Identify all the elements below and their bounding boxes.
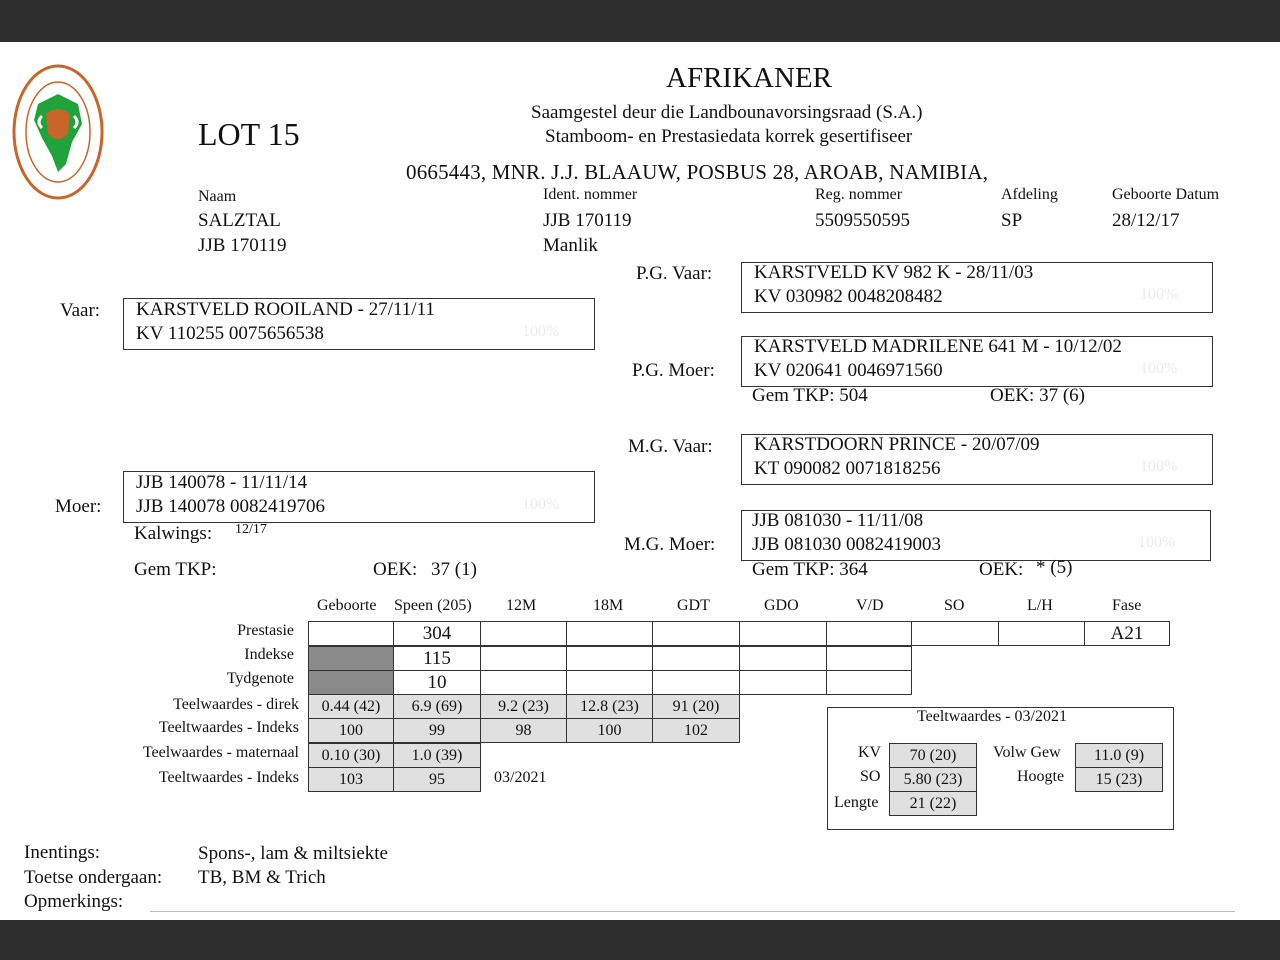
pg-sire-label: P.G. Vaar: — [636, 263, 713, 284]
ebv-summary-right — [1075, 743, 1163, 792]
phase-cell: A21 — [1085, 622, 1170, 646]
dam-label: Moer: — [55, 496, 102, 517]
lengte-label: Lengte — [834, 794, 879, 811]
hoogte-value: 15 (23) — [1076, 768, 1163, 792]
name-label: Naam — [198, 188, 237, 205]
cell — [740, 622, 827, 646]
mg-sire-box — [741, 434, 1213, 485]
vaccinations-label: Inentings: — [24, 842, 100, 863]
kv-label: KV — [858, 744, 882, 761]
col-header: 12M — [506, 597, 537, 614]
dam-box — [123, 471, 595, 523]
breed-title: AFRIKANER — [666, 62, 832, 94]
ebv-date: 03/2021 — [494, 769, 547, 786]
cell — [827, 647, 912, 671]
row-label: Teeltwaardes - Indeks — [158, 719, 299, 736]
cell — [653, 671, 740, 695]
cell — [827, 622, 912, 646]
ebv-maternal-table — [308, 743, 481, 792]
tests-value: TB, BM & Trich — [198, 867, 326, 888]
cell: 95 — [394, 768, 481, 792]
cell: 100 — [567, 719, 653, 743]
col-header: 18M — [593, 597, 624, 614]
cell — [912, 622, 999, 646]
performance-row — [308, 621, 1170, 646]
cell: 9.2 (23) — [481, 695, 567, 719]
cell: 6.9 (69) — [394, 695, 481, 719]
ebv-summary-box — [827, 707, 1174, 830]
pg-dam-label: P.G. Moer: — [632, 360, 715, 381]
cell — [567, 671, 653, 695]
sire-ids: KV 110255 0075656538 — [136, 323, 324, 344]
dam-name: JJB 140078 - 11/11/14 — [136, 472, 308, 493]
cell — [309, 622, 394, 646]
pg-dam-ids: KV 020641 0046971560 — [754, 360, 943, 381]
calvings-label: Kalwings: — [134, 523, 213, 544]
mg-sire-percent: 100% — [1140, 458, 1178, 475]
cell: 99 — [394, 719, 481, 743]
dam-oek-value: 37 (1) — [431, 559, 477, 580]
cell — [653, 647, 740, 671]
cell — [827, 671, 912, 695]
kv-value: 70 (20) — [890, 744, 977, 768]
lengte-value: 21 (22) — [890, 792, 977, 816]
animal-name-id: JJB 170119 — [198, 235, 287, 256]
cell: 115 — [394, 647, 481, 671]
mg-oek-value: * (5) — [1036, 557, 1073, 578]
pg-dam-name: KARSTVELD MADRILENE 641 M - 10/12/02 — [754, 336, 1122, 357]
cell — [740, 647, 827, 671]
cell — [481, 671, 567, 695]
lot-number: LOT 15 — [198, 116, 300, 152]
row-label: Tydgenote — [226, 670, 294, 687]
mg-sire-ids: KT 090082 0071818256 — [754, 458, 941, 479]
row-label: Prestasie — [237, 622, 294, 639]
so-value: 5.80 (23) — [890, 768, 977, 792]
animal-name: SALZTAL — [198, 210, 281, 231]
index-table — [308, 646, 912, 695]
cell — [481, 622, 567, 646]
sire-box — [123, 298, 595, 350]
mg-oek-label: OEK: — [979, 559, 1024, 580]
breeder-line: 0665443, MNR. J.J. BLAAUW, POSBUS 28, AROAB, NAMIBIA, — [406, 160, 989, 184]
compiled-by-line: Saamgestel deur die Landbounavorsingsraad (S.A.) — [531, 102, 923, 123]
cell: 103 — [309, 768, 394, 792]
reg-label: Reg. nommer — [815, 186, 903, 203]
cell: 10 — [394, 671, 481, 695]
mg-gem-tkp: Gem TKP: 364 — [752, 559, 868, 580]
dam-ids: JJB 140078 0082419706 — [136, 496, 325, 517]
col-header: GDO — [764, 597, 799, 614]
dam-percent: 100% — [522, 496, 560, 513]
cell: 12.8 (23) — [567, 695, 653, 719]
row-label: Teelwaardes - direk — [173, 696, 299, 713]
ebv-summary-title: Teeltwaardes - 03/2021 — [917, 708, 1067, 725]
col-header: GDT — [677, 597, 710, 614]
cell — [567, 647, 653, 671]
cell: 1.0 (39) — [394, 744, 481, 768]
top-bar — [0, 0, 1280, 42]
ident-number: JJB 170119 — [543, 210, 632, 231]
vaccinations-value: Spons-, lam & miltsiekte — [198, 843, 388, 864]
col-header: Speen (205) — [394, 597, 472, 614]
bottom-bar — [0, 920, 1280, 960]
pg-sire-name: KARSTVELD KV 982 K - 28/11/03 — [754, 262, 1034, 283]
sire-percent: 100% — [522, 323, 560, 340]
col-header: Geboorte — [317, 597, 377, 614]
cell — [567, 622, 653, 646]
pg-sire-percent: 100% — [1140, 286, 1178, 303]
cell: 91 (20) — [653, 695, 740, 719]
dam-oek-label: OEK: — [373, 559, 418, 580]
pg-dam-percent: 100% — [1140, 360, 1178, 377]
cell: 100 — [309, 719, 394, 743]
cell — [740, 671, 827, 695]
mg-dam-label: M.G. Moer: — [624, 534, 716, 555]
volw-gew-value: 11.0 (9) — [1076, 744, 1163, 768]
row-label: Teeltwaardes - Indeks — [158, 769, 299, 786]
cell — [999, 622, 1085, 646]
cell: 0.44 (42) — [309, 695, 394, 719]
pg-gem-tkp: Gem TKP: 504 — [752, 385, 868, 406]
pg-sire-box — [741, 262, 1213, 313]
pg-sire-ids: KV 030982 0048208482 — [754, 286, 943, 307]
sex: Manlik — [543, 235, 598, 256]
mg-dam-percent: 100% — [1138, 534, 1176, 551]
so-label: SO — [860, 768, 881, 785]
ebv-summary-left — [889, 743, 977, 816]
col-header: V/D — [856, 597, 884, 614]
col-header: Fase — [1112, 597, 1142, 614]
ident-label: Ident. nommer — [543, 186, 638, 203]
remarks-line — [150, 911, 1235, 912]
cell: 98 — [481, 719, 567, 743]
sire-label: Vaar: — [60, 300, 101, 321]
reg-number: 5509550595 — [815, 210, 910, 231]
mg-dam-name: JJB 081030 - 11/11/08 — [752, 510, 924, 531]
cell: 102 — [653, 719, 740, 743]
mg-dam-box — [741, 510, 1211, 561]
cell — [481, 647, 567, 671]
calvings-value: 12/17 — [235, 522, 267, 537]
pg-dam-box — [741, 336, 1213, 387]
breed-society-logo — [12, 64, 104, 200]
cell: 0.10 (30) — [309, 744, 394, 768]
row-label: Teelwaardes - maternaal — [142, 744, 299, 761]
mg-sire-name: KARSTDOORN PRINCE - 20/07/09 — [754, 434, 1040, 455]
row-label: Indekse — [244, 646, 294, 663]
birth-date: 28/12/17 — [1112, 210, 1180, 231]
certified-line: Stamboom- en Prestasiedata korrek gesertifiseer — [545, 126, 913, 147]
birth-date-label: Geboorte Datum — [1112, 186, 1220, 203]
ebv-direct-table — [308, 694, 740, 743]
section: SP — [1001, 210, 1023, 231]
section-label: Afdeling — [1001, 186, 1058, 203]
remarks-label: Opmerkings: — [24, 891, 124, 912]
hoogte-label: Hoogte — [1017, 768, 1065, 785]
col-header: L/H — [1027, 597, 1053, 614]
mg-dam-ids: JJB 081030 0082419003 — [752, 534, 941, 555]
pg-oek: OEK: 37 (6) — [990, 385, 1085, 406]
tests-label: Toetse ondergaan: — [24, 867, 163, 888]
dam-gem-tkp-label: Gem TKP: — [134, 559, 217, 580]
volw-gew-label: Volw Gew — [993, 744, 1061, 761]
cell: 304 — [394, 622, 481, 646]
cell — [309, 647, 394, 671]
col-header: SO — [944, 597, 965, 614]
mg-sire-label: M.G. Vaar: — [628, 436, 713, 457]
cell — [309, 671, 394, 695]
sire-name: KARSTVELD ROOILAND - 27/11/11 — [136, 299, 435, 320]
cell — [653, 622, 740, 646]
